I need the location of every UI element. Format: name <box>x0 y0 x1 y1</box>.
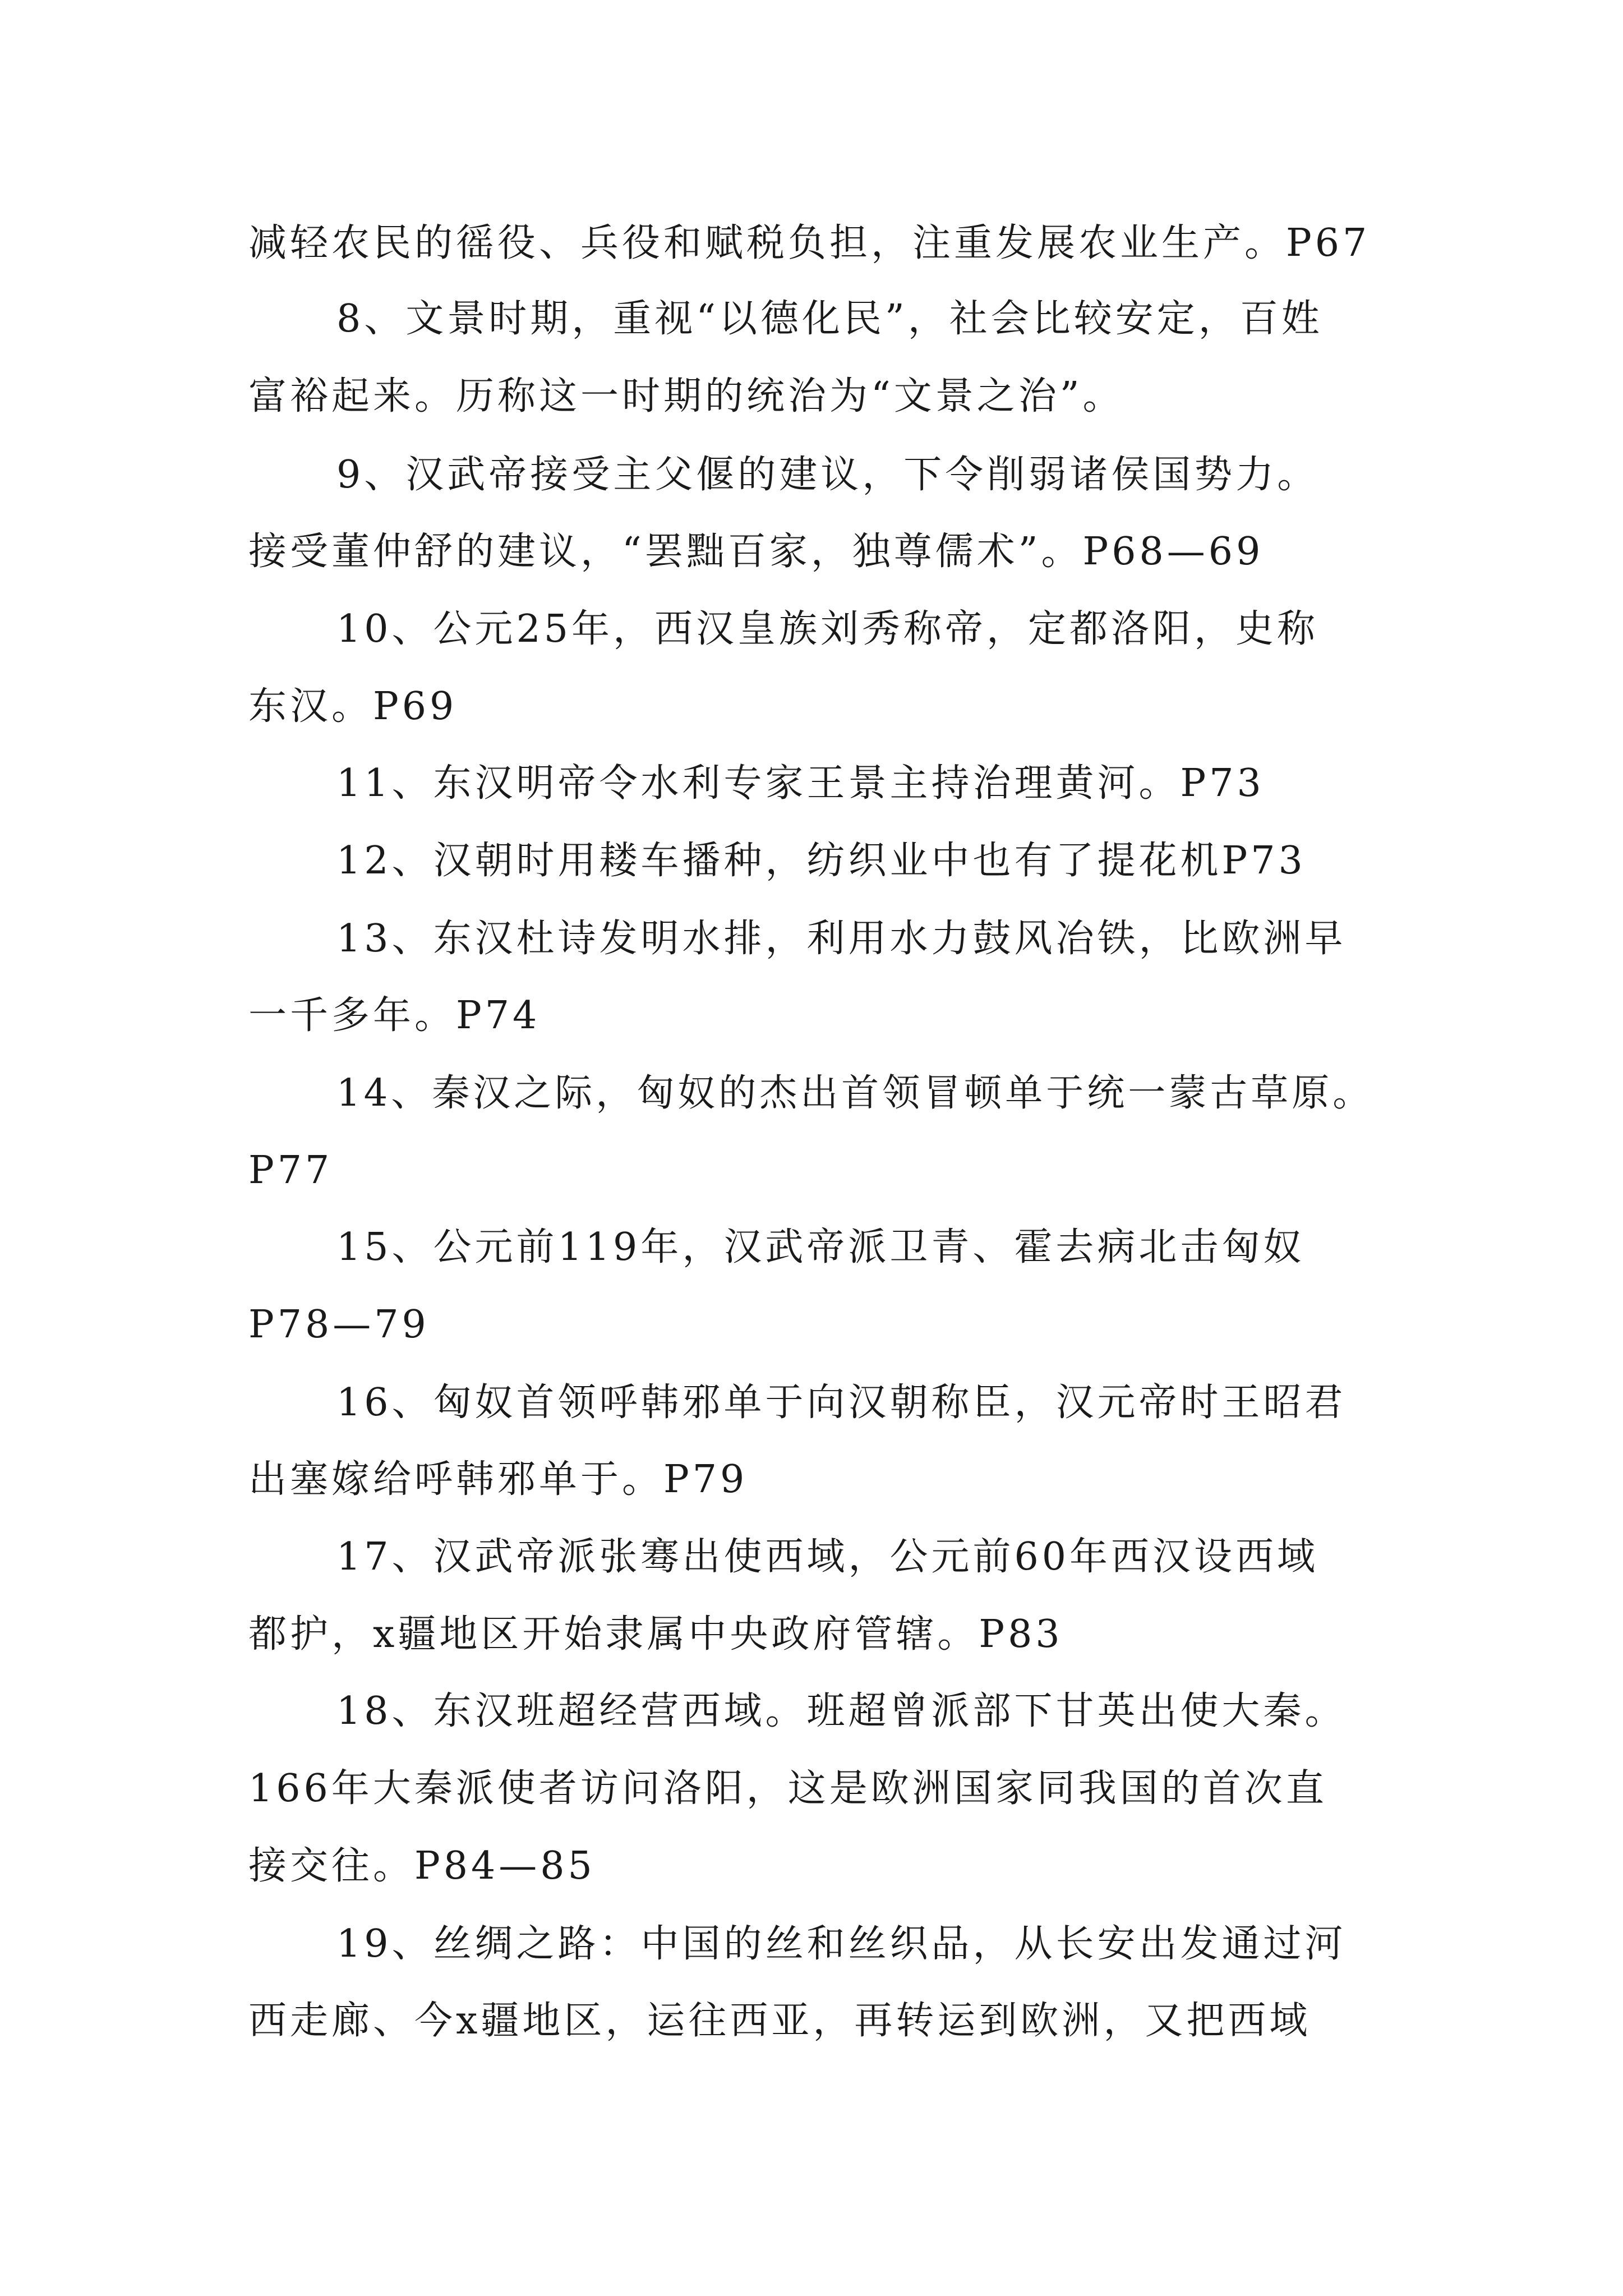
text-line: 12、汉朝时用耧车播种，纺织业中也有了提花机P73 <box>336 839 1306 883</box>
text-line: 14、秦汉之际，匈奴的杰出首领冒顿单于统一蒙古草原。 <box>336 1071 1374 1115</box>
text-line: 东汉。P69 <box>248 684 458 729</box>
text-line: 19、丝绸之路：中国的丝和丝织品，从长安出发通过河 <box>336 1922 1347 1966</box>
text-line: 16、匈奴首领呼韩邪单于向汉朝称臣，汉元帝时王昭君 <box>336 1381 1347 1425</box>
text-line: 出塞嫁给呼韩邪单于。P79 <box>248 1457 748 1502</box>
text-line: 8、文景时期，重视“以德化民”，社会比较安定，百姓 <box>336 297 1323 341</box>
text-line: 西走廊、今x疆地区，运往西亚，再转运到欧洲，又把西域 <box>248 1999 1311 2043</box>
text-line: 减轻农民的徭役、兵役和赋税负担，注重发展农业生产。P67 <box>248 221 1371 265</box>
text-line: 11、东汉明帝令水利专家王景主持治理黄河。P73 <box>336 761 1265 806</box>
text-line: 17、汉武帝派张骞出使西域，公元前60年西汉设西域 <box>336 1535 1319 1579</box>
text-line: 166年大秦派使者访问洛阳，这是欧洲国家同我国的首次直 <box>248 1766 1327 1811</box>
text-line: 富裕起来。历称这一时期的统治为“文景之治”。 <box>248 374 1124 418</box>
text-line: 9、汉武帝接受主父偃的建议，下令削弱诸侯国势力。 <box>336 453 1319 497</box>
text-line: 接交往。P84—85 <box>248 1844 596 1888</box>
text-line: 一千多年。P74 <box>248 993 541 1038</box>
text-line: 18、东汉班超经营西域。班超曾派部下甘英出使大秦。 <box>336 1689 1347 1733</box>
text-line: 10、公元25年，西汉皇族刘秀称帝，定都洛阳，史称 <box>336 607 1319 651</box>
text-line: P78—79 <box>248 1303 430 1347</box>
text-line: P77 <box>248 1148 333 1193</box>
text-line: 15、公元前119年，汉武帝派卫青、霍去病北击匈奴 <box>336 1225 1305 1269</box>
text-line: 13、东汉杜诗发明水排，利用水力鼓风冶铁，比欧洲早 <box>336 917 1347 961</box>
text-line: 都护，x疆地区开始隶属中央政府管辖。P83 <box>248 1612 1063 1657</box>
text-line: 接受董仲舒的建议，“罢黜百家，独尊儒术”。P68—69 <box>248 530 1264 574</box>
